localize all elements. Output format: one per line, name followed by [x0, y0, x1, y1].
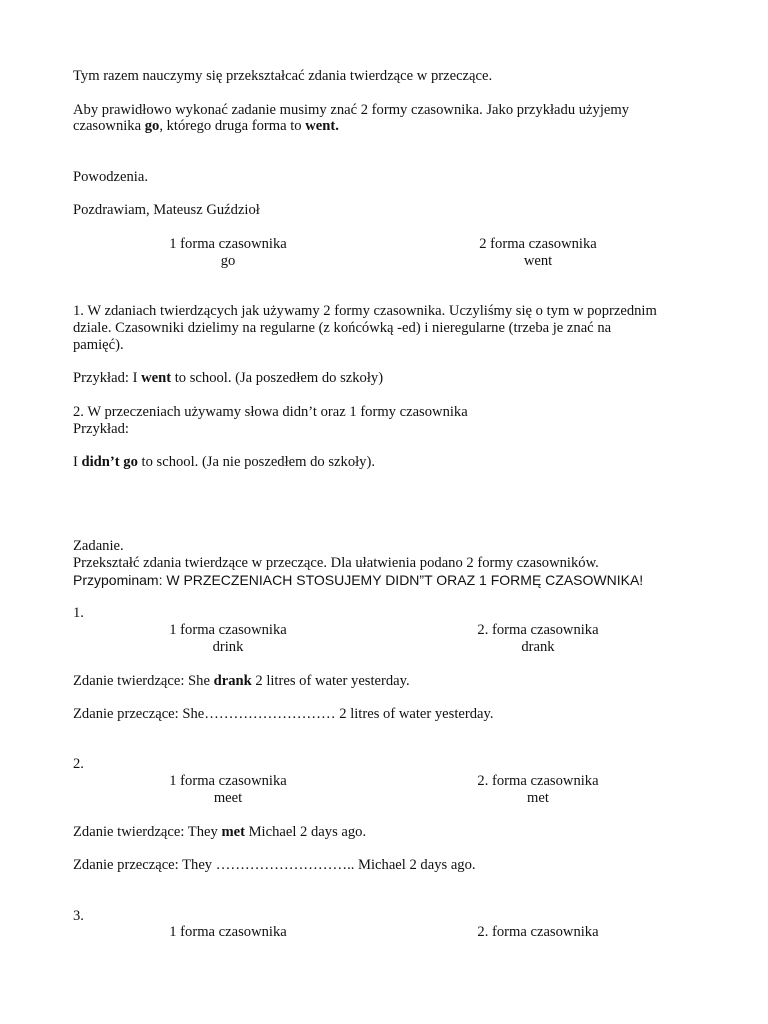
form1-header: 1 forma czasownika	[169, 924, 287, 941]
exercise-forms-verbs	[73, 790, 713, 807]
good-luck: Powodzenia.	[73, 168, 148, 185]
form2-header: 2 forma czasownika	[479, 235, 597, 252]
affirmative-sentence	[73, 824, 713, 841]
exercise-forms-verbs	[73, 639, 713, 656]
intro-text: czasownika	[73, 118, 145, 135]
exercise-forms-headers	[73, 622, 713, 639]
form1-verb: meet	[213, 790, 243, 807]
sentence-label: Zdanie twierdzące: She	[73, 672, 214, 689]
form1-verb: drink	[212, 638, 244, 655]
rule1-example	[73, 370, 713, 387]
rule2-line-1: 2. W przeczeniach używamy słowa didn’t oraz 1 formy czasownika	[73, 403, 468, 420]
sentence-rest: Michael 2 days ago.	[244, 823, 367, 840]
form2-header: 2. forma czasownika	[477, 924, 599, 941]
intro-line-1: Tym razem nauczymy się przekształcać zdania twierdzące w przeczące.	[73, 68, 493, 84]
example-text: to school. (Ja poszedłem do szkoły)	[171, 370, 384, 387]
form2-header: 2. forma czasownika	[477, 622, 599, 639]
rule1-line-1: 1. W zdaniach twierdzących jak używamy 2 formy czasownika. Uczyliśmy się o tym w poprzednim	[73, 303, 657, 320]
form1-header: 1 forma czasownika	[169, 235, 287, 252]
exercise-number: 2.	[73, 756, 84, 773]
rule1-line-2: dziale. Czasowniki dzielimy na regularne (z końcówką -ed) i nieregularne (trzeba je znać na	[73, 319, 612, 336]
task-title: Zadanie.	[73, 538, 124, 555]
task-instruction: Przekształć zdania twierdzące w przeczące. Dla ułatwienia podano 2 formy czasowników.	[73, 554, 599, 571]
exercise-number: 3.	[73, 907, 84, 924]
exercise-forms-headers	[73, 773, 713, 790]
example-bold-verb: went	[141, 370, 172, 387]
form1-header: 1 forma czasownika	[169, 622, 287, 639]
example-text: to school. (Ja nie poszedłem do szkoły).	[137, 454, 375, 471]
rule2-line-2: Przykład:	[73, 420, 129, 437]
sentence-bold-verb: drank	[213, 672, 252, 689]
rule2-example	[73, 454, 713, 471]
affirmative-sentence	[73, 673, 713, 690]
sentence-bold-verb: met	[221, 823, 245, 840]
exercise-forms-headers	[73, 924, 713, 941]
example-text: Przykład: I	[73, 370, 142, 387]
task-reminder: Przypominam: W PRZECZENIACH STOSUJEMY DIDN”T ORAZ 1 FORMĘ CZASOWNIKA!	[73, 571, 644, 588]
greeting: Pozdrawiam, Mateusz Guździoł	[73, 202, 260, 219]
intro-text: , którego druga forma to	[159, 118, 306, 135]
intro-line-3	[73, 118, 713, 135]
form1-verb: go	[220, 252, 236, 269]
form2-verb: went	[523, 252, 553, 269]
exercise-number: 1.	[73, 605, 84, 622]
document-page	[73, 68, 713, 941]
form2-verb: met	[527, 790, 549, 807]
form2-verb: drank	[521, 638, 555, 655]
example-forms-verbs	[73, 253, 713, 270]
rule1-line-3: pamięć).	[73, 336, 124, 353]
intro-line-2: Aby prawidłowo wykonać zadanie musimy znać 2 formy czasownika. Jako przykładu użyjemy	[73, 101, 630, 118]
form1-header: 1 forma czasownika	[169, 773, 287, 790]
example-text: I	[73, 454, 82, 471]
sentence-rest: 2 litres of water yesterday.	[251, 672, 410, 689]
form2-header: 2. forma czasownika	[477, 773, 599, 790]
verb-go: go	[144, 118, 160, 135]
example-forms-headers	[73, 236, 713, 253]
example-bold-verb: didn’t go	[81, 454, 138, 471]
negative-sentence: Zdanie przeczące: She……………………… 2 litres of water yesterday.	[73, 706, 494, 723]
negative-sentence: Zdanie przeczące: They ……………………….. Michael 2 days ago.	[73, 857, 476, 874]
verb-went: went.	[305, 118, 339, 135]
sentence-label: Zdanie twierdzące: They	[73, 823, 222, 840]
